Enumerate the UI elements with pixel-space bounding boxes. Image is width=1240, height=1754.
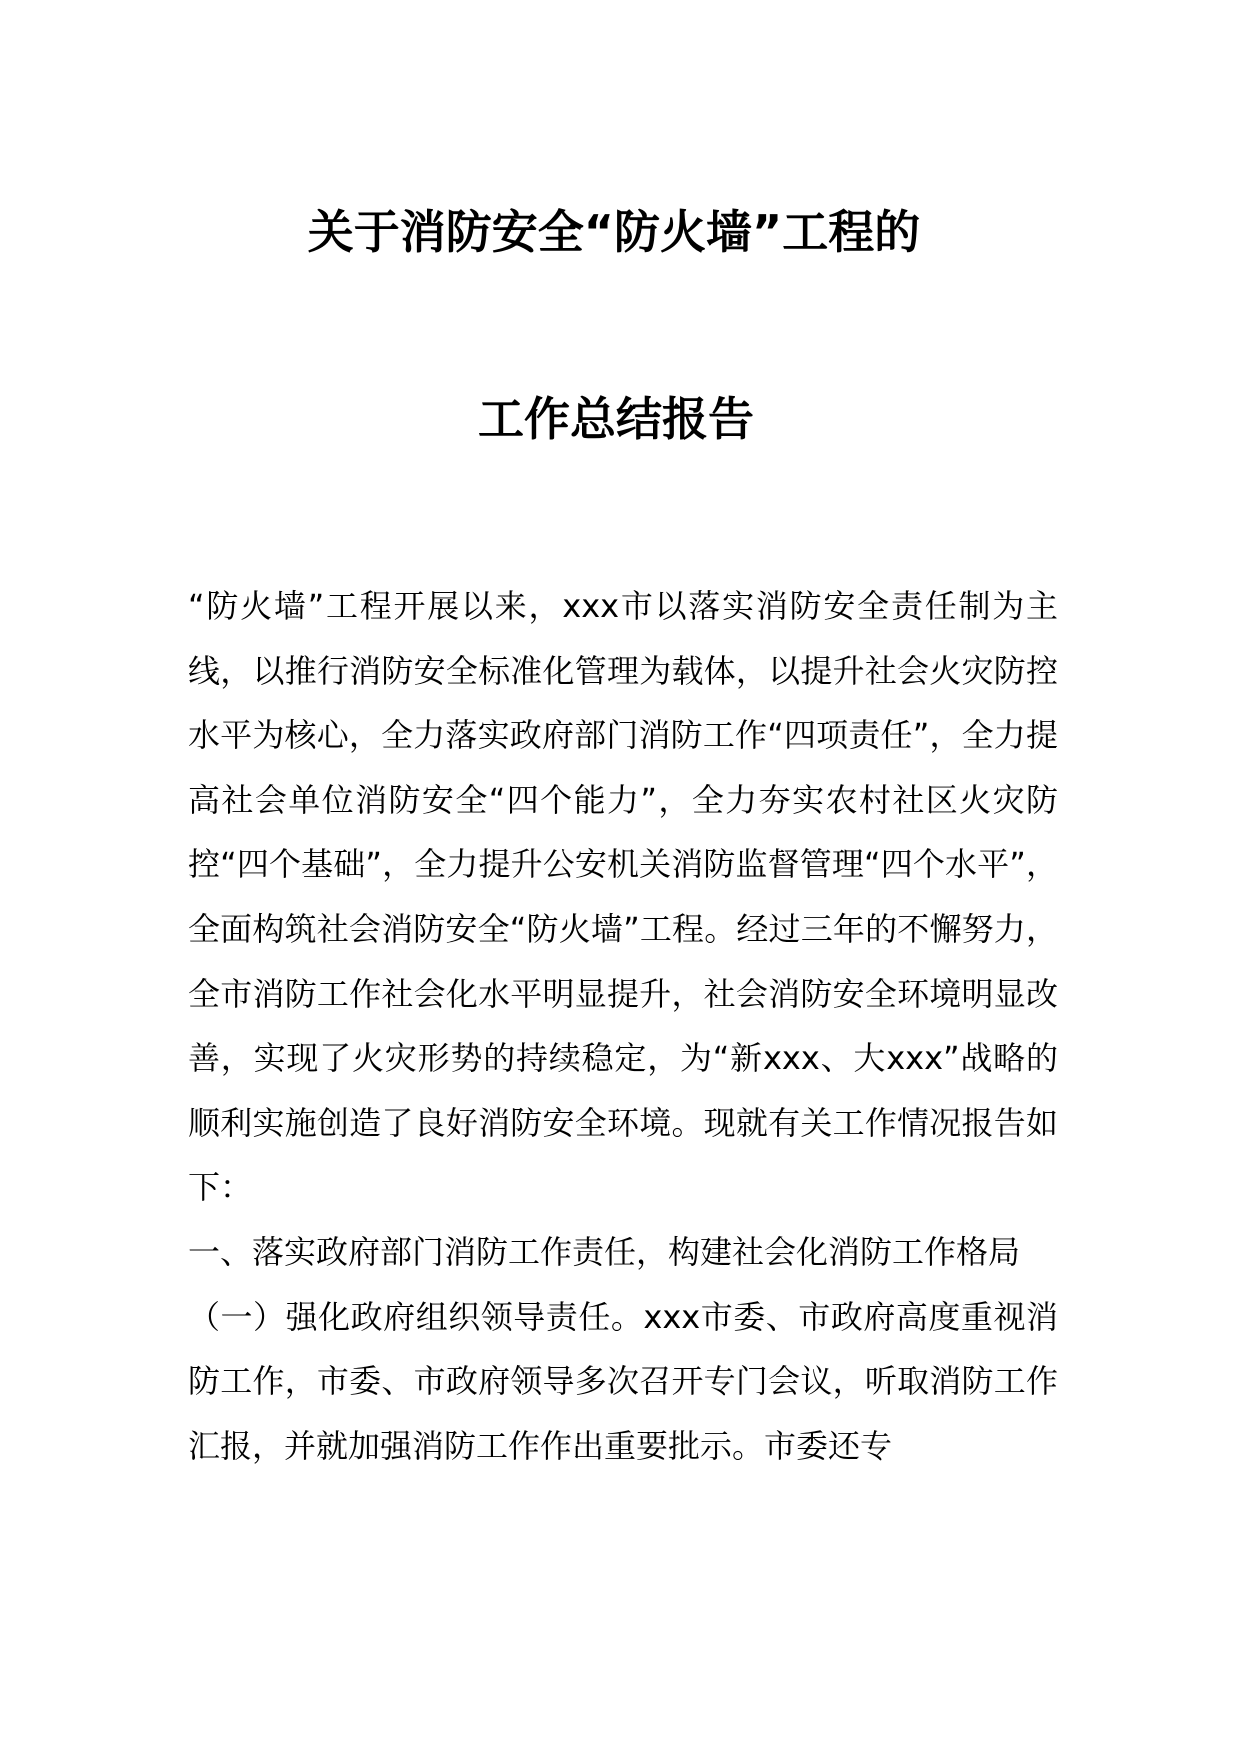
document-title-line-1: 关于消防安全“防火墙”工程的 (307, 205, 921, 259)
section-heading-1: 一、落实政府部门消防工作责任，构建社会化消防工作格局 (188, 1232, 1021, 1271)
document-body (188, 574, 1058, 1478)
intro-paragraph: “防火墙”工程开展以来，xxx市以落实消防安全责任制为主线，以推行消防安全标准化管理为载体，以提升社会火灾防控水平为核心，全力落实政府部门消防工作“四项责任”，全力提高社会单位消防安全“四个能力”，全力夯实农村社区火灾防控“四个基础”，全力提升公安机关消防监督管理“四个水平”，全面构筑社会消防安全“防火墙”工程。经过三年的不懈努力，全市消防工作社会化水平明显提升，社会消防安全环境明显改善，实现了火灾形势的持续稳定，为“新xxx、大xxx”战略的顺利实施创造了良好消防安全环境。现就有关工作情况报告如下： (188, 587, 1058, 1207)
document-title-line-2: 工作总结报告 (478, 392, 754, 446)
subsection-paragraph-1: （一）强化政府组织领导责任。xxx市委、市政府高度重视消防工作，市委、市政府领导多次召开专门会议，听取消防工作汇报，并就加强消防工作作出重要批示。市委还专 (188, 1297, 1058, 1465)
